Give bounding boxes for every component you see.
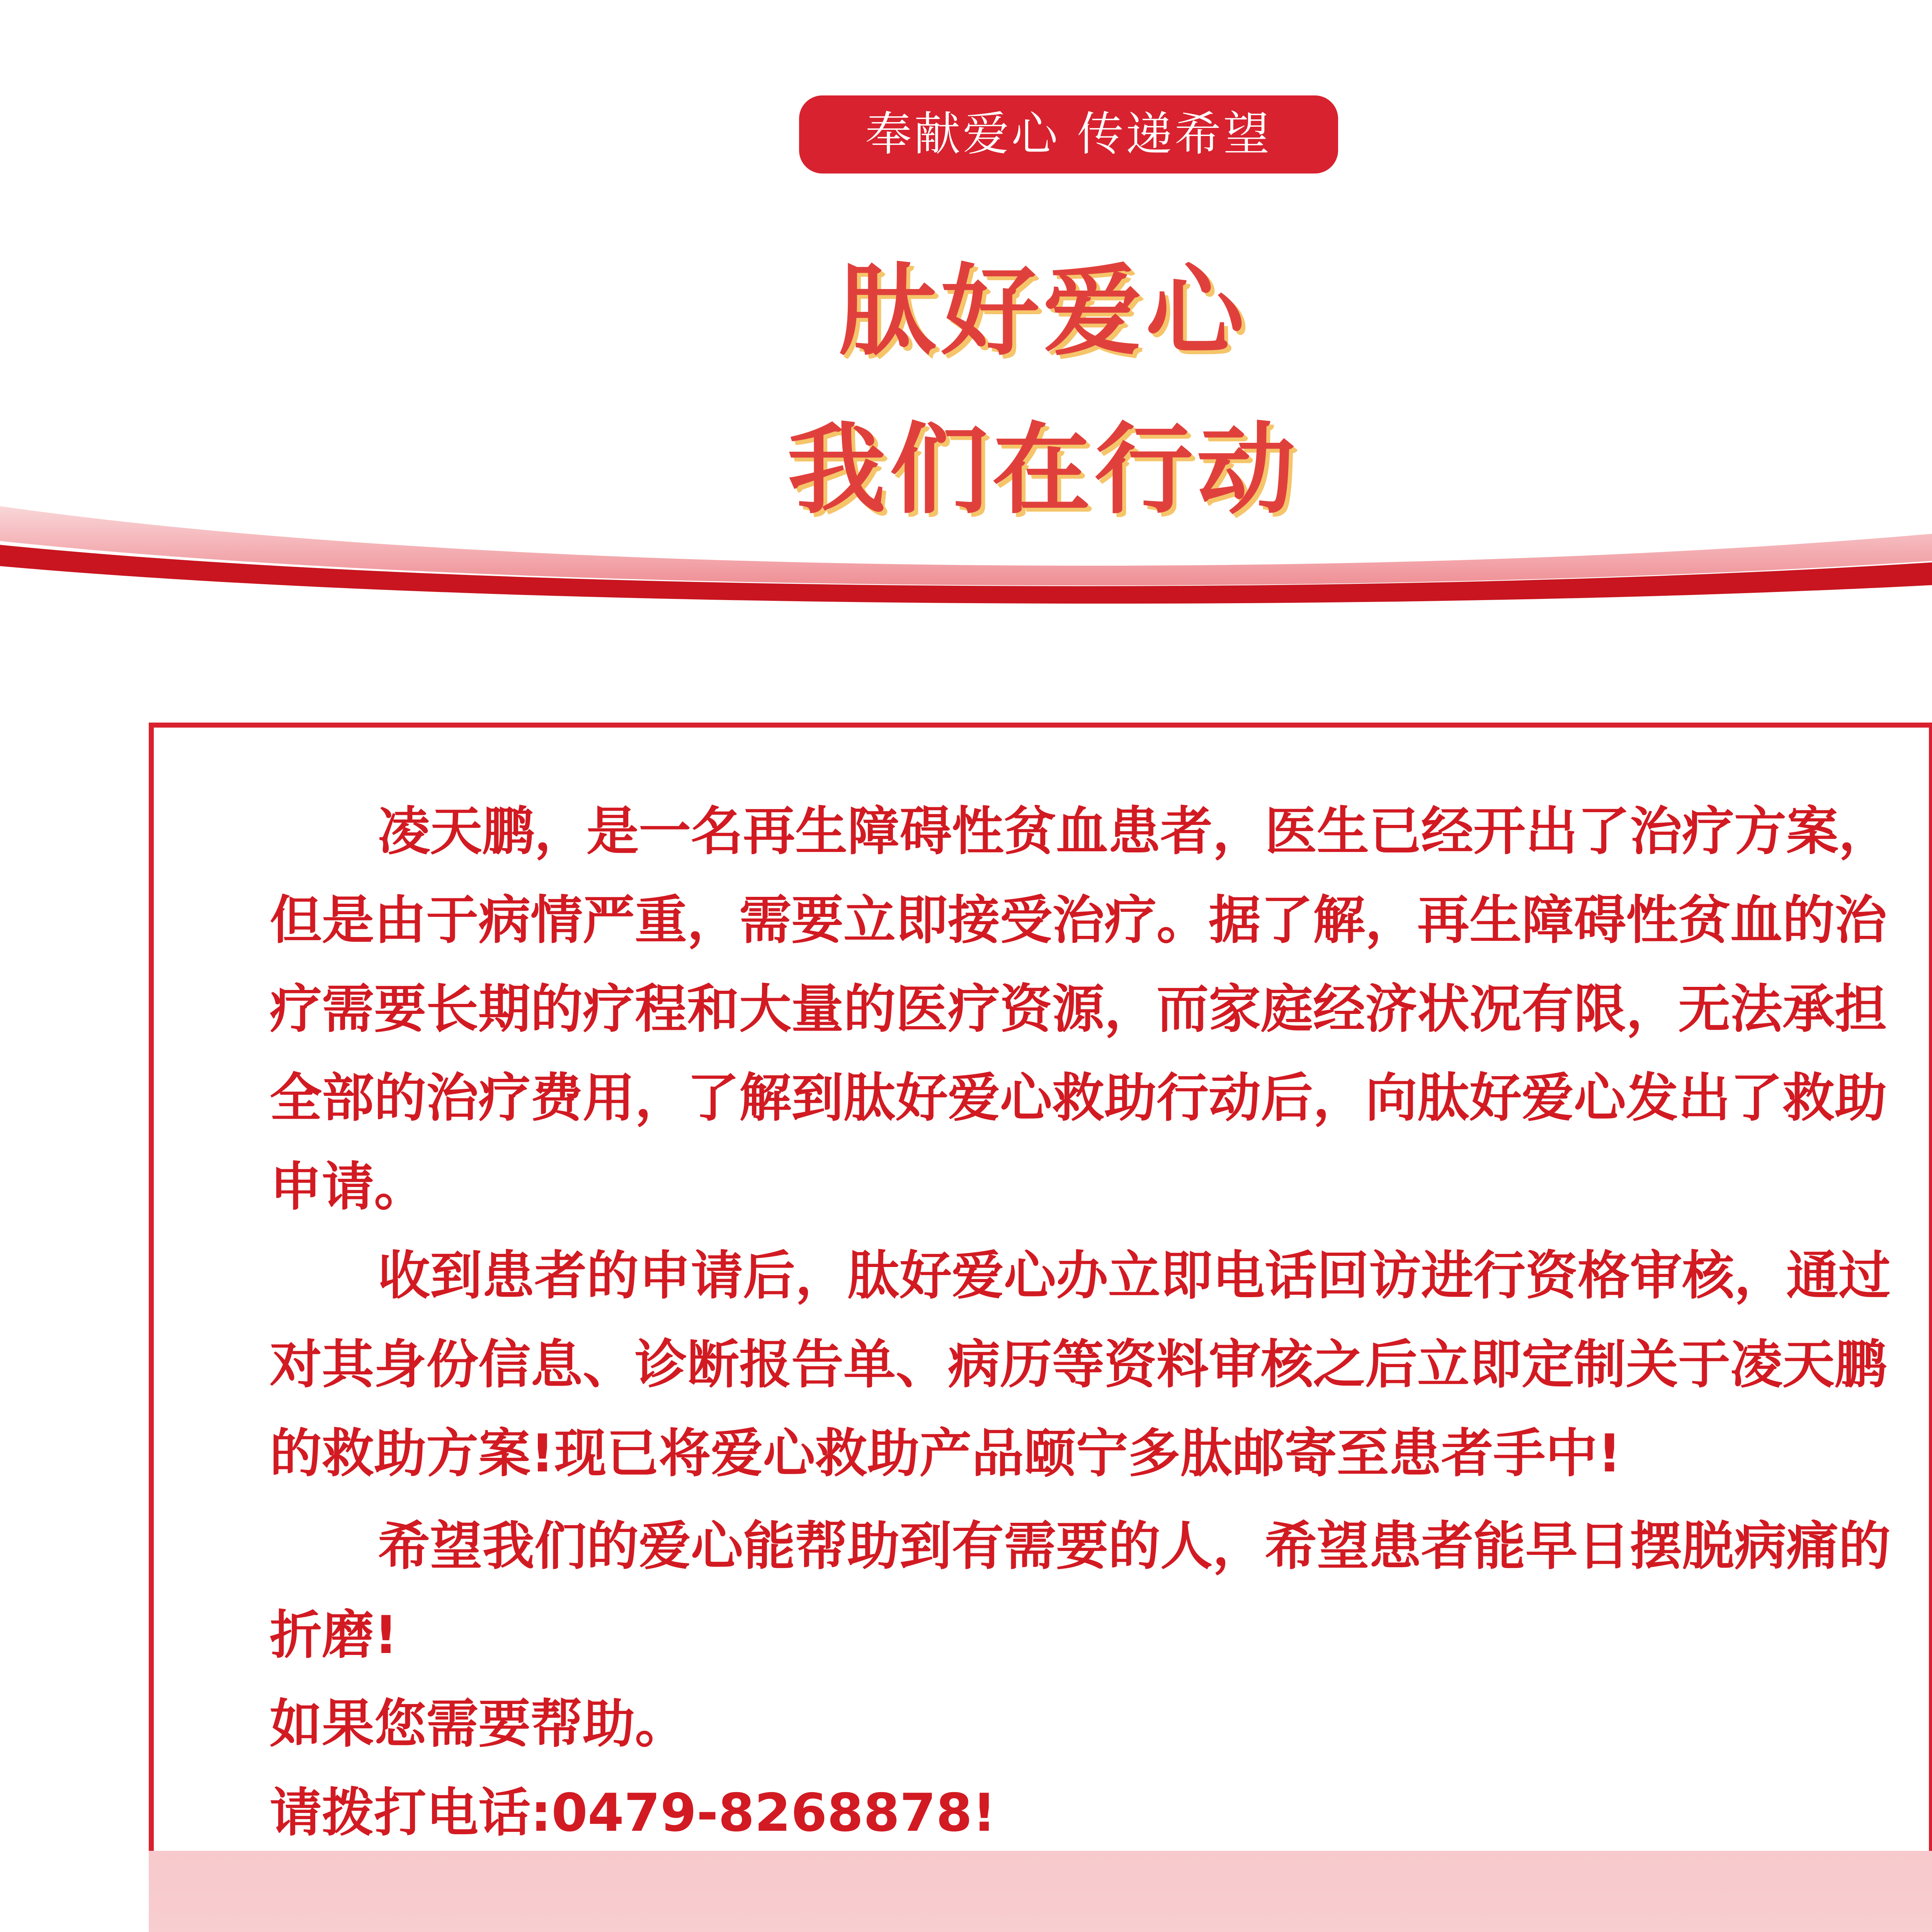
headline-line-1: 肽好爱心: [838, 254, 1248, 369]
story-line: 疗需要长期的疗程和大量的医疗资源，而家庭经济状况有限，无法承担: [270, 979, 1887, 1039]
story-frame: [149, 723, 1932, 1932]
story-line: 申请。: [270, 1156, 426, 1217]
charity-poster: [149, 1851, 1932, 1932]
story-line: 折磨!: [270, 1605, 398, 1665]
story-line: 对其身份信息、诊断报告单、病历等资料审核之后立即定制关于凌天鹏: [270, 1334, 1887, 1395]
story-line: 但是由于病情严重，需要立即接受治疗。据了解，再生障碍性贫血的治: [270, 890, 1887, 951]
headline-line-2: 我们在行动: [787, 413, 1299, 527]
story-line: 如果您需要帮助。: [270, 1694, 687, 1754]
story-line: 凌天鹏，是一名再生障碍性贫血患者，医生已经开出了治疗方案，: [378, 801, 1891, 862]
story-line: 的救助方案!现已将爱心救助产品颐宁多肽邮寄至患者手中!: [270, 1423, 1622, 1484]
poster-illustration: [149, 1851, 1932, 1932]
slogan-pill: 奉献爱心 传递希望: [799, 95, 1338, 173]
story-line: 全部的治疗费用，了解到肽好爱心救助行动后，向肽好爱心发出了救助: [270, 1068, 1887, 1128]
contact-phone-line: 请拨打电话:0479-8268878!: [270, 1782, 996, 1843]
header-wave-divider: [0, 483, 1932, 611]
story-line: 收到患者的申请后，肽好爱心办立即电话回访进行资格审核，通过: [378, 1245, 1891, 1306]
story-line: 希望我们的爱心能帮助到有需要的人，希望患者能早日摆脱病痛的: [378, 1516, 1891, 1577]
